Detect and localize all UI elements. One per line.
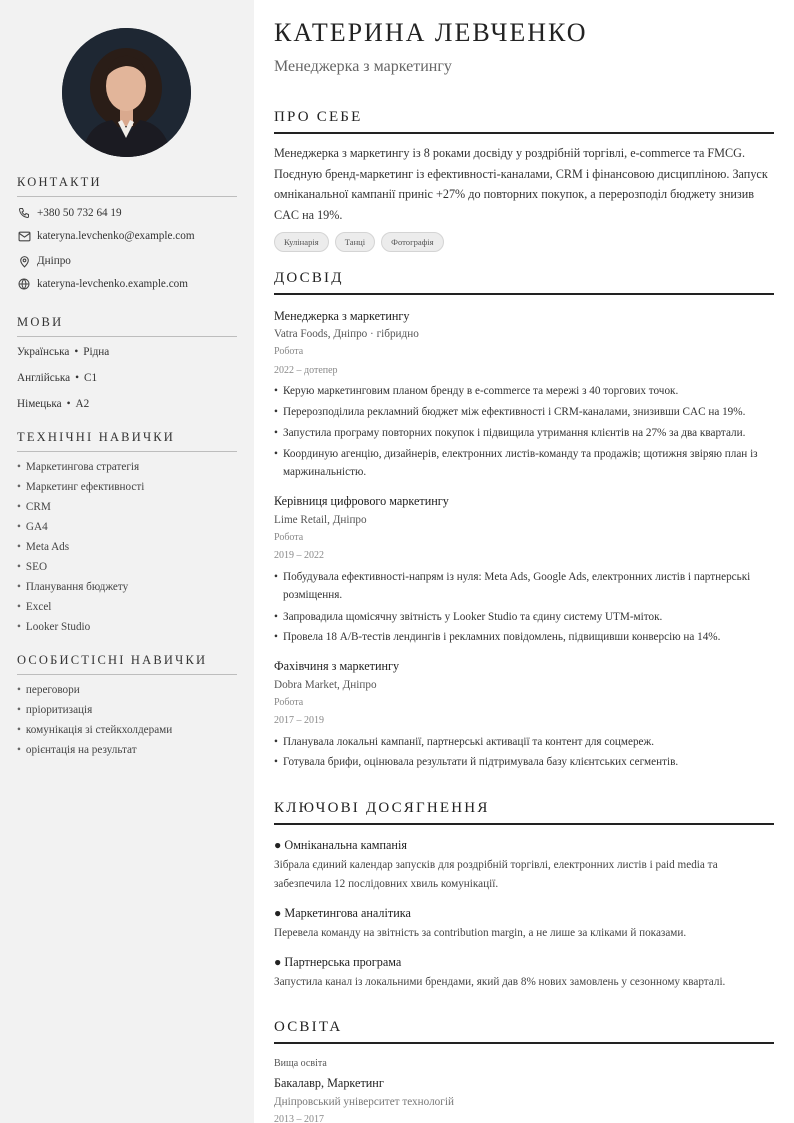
job-role: Менеджерка з маркетингу [274, 58, 452, 75]
job-bullet: • Керую маркетинговим планом бренду в e-commerce та мережі з 40 торгових точок. [274, 382, 774, 400]
job-bullet: • Запустила програму повторних покупок і підвищила утримання клієнтів на 27% за два квартали. [274, 424, 774, 442]
job-company: Vatra Foods, Дніпро · гібридно [274, 328, 419, 340]
interest-tags [274, 232, 444, 252]
tech-skill-item: • CRM [17, 501, 51, 513]
tech-skill-item: • Маркетинг ефективності [17, 481, 145, 493]
contact-email[interactable] [17, 229, 242, 243]
education-school: Дніпровський університет технологій [274, 1096, 454, 1108]
language-name: Німецька [17, 398, 62, 410]
job-title: Менеджерка з маркетингу [274, 309, 410, 323]
contact-email-text: kateryna.levchenko@example.com [37, 230, 195, 242]
tech-skill-item: • Excel [17, 601, 52, 613]
interest-tag: Фотографія [381, 232, 443, 252]
education-degree: Бакалавр, Маркетинг [274, 1076, 384, 1090]
about-text: Менеджерка з маркетингу із 8 роками досвіду у роздрібній торгівлі, e-commerce та FMCG. Поєдную бренд-маркетинг із ефективності-каналами, CRM і фінансовою дисципліною. Запуск омніканальної кампанії приніс +27% до повторних покупок, а перерозподіл бюджету знизив CAC на 19%. [274, 146, 768, 222]
soft-skill-item: • комунікація зі стейкхолдерами [17, 724, 173, 736]
job-bullet: • Готувала брифи, оцінювала результати й підтримувала базу клієнтських сегментів. [274, 753, 774, 771]
contact-website[interactable] [17, 277, 242, 291]
language-level: Рідна [83, 346, 110, 358]
language-item: Українська • Рідна [17, 346, 110, 358]
job-bullet: • Запровадила щомісячну звітність у Looker Studio та єдину систему UTM-міток. [274, 608, 774, 626]
mail-icon [17, 229, 31, 243]
job-dates: 2017 – 2019 [274, 715, 324, 726]
job-bullet: • Планувала локальні кампанії, партнерські активації та контент для соцмереж. [274, 733, 774, 751]
job-title: Фахівчиня з маркетингу [274, 659, 400, 673]
tech-skill-item: • Looker Studio [17, 621, 91, 633]
contact-website-text: kateryna-levchenko.example.com [37, 278, 188, 290]
achievement-title: ● Омніканальна кампанія [274, 838, 407, 852]
interest-tag: Кулінарія [274, 232, 329, 252]
interest-tag: Танці [335, 232, 375, 252]
job-bullet: • Провела 18 A/B-тестів лендингів і рекламних повідомлень, підвищивши конверсію на 14%. [274, 628, 774, 646]
language-name: Англійська [17, 372, 71, 384]
about-title: ПРО СЕБЕ [274, 109, 774, 134]
achievement-text: Зібрала єдиний календар запусків для роздрібній торгівлі, електронних листів і paid media та забезпечила 12 послідовних хвиль комунікації. [274, 859, 718, 890]
job-type: Робота [274, 346, 304, 357]
language-item: Англійська • C1 [17, 372, 98, 384]
language-level: A2 [75, 398, 90, 410]
contacts-title: КОНТАКТИ [17, 175, 237, 197]
job-company: Dobra Market, Дніпро [274, 679, 377, 691]
job-dates: 2022 – дотепер [274, 365, 338, 376]
job-dates: 2019 – 2022 [274, 550, 324, 561]
job-type: Робота [274, 697, 304, 708]
job-bullet: • Координую агенцію, дизайнерів, електронних листів-команду та продажів; щотижня звіряю план із маржинальністю. [274, 445, 774, 481]
tech-skill-item: • Meta Ads [17, 541, 70, 553]
job-bullet: • Перерозподілила рекламний бюджет між ефективності і CRM-каналами, знизивши CAC на 19%. [274, 403, 774, 421]
tech-skill-item: • Маркетингова стратегія [17, 461, 140, 473]
achievement-text: Запустила канал із локальними брендами, який дав 8% нових замовлень у сезонному кварталі. [274, 976, 726, 988]
tech-skill-item: • Планування бюджету [17, 581, 129, 593]
phone-icon [17, 206, 31, 220]
globe-icon [17, 277, 31, 291]
job-company: Lime Retail, Дніпро [274, 514, 367, 526]
soft-skill-item: • орієнтація на результат [17, 744, 137, 756]
education-dates: 2013 – 2017 [274, 1114, 324, 1123]
job-type: Робота [274, 532, 304, 543]
tech-skill-item: • SEO [17, 561, 48, 573]
contact-location-text: Дніпро [37, 255, 71, 267]
contact-phone[interactable] [17, 206, 242, 220]
education-title: ОСВІТА [274, 1019, 774, 1044]
contact-phone-text: +380 50 732 64 19 [37, 207, 122, 219]
contact-location [17, 254, 242, 268]
soft-skill-item: • переговори [17, 684, 80, 696]
location-icon [17, 254, 31, 268]
education-level: Вища освіта [274, 1058, 327, 1069]
job-bullet: • Побудувала ефективності-напрям із нуля: Meta Ads, Google Ads, електронних листів і партнерські розміщення. [274, 568, 774, 604]
tech-skill-item: • GA4 [17, 521, 48, 533]
job-title: Керівниця цифрового маркетингу [274, 494, 449, 508]
soft-skills-title: ОСОБИСТІСНІ НАВИЧКИ [17, 653, 237, 675]
profile-photo [62, 28, 191, 157]
tech-skills-title: ТЕХНІЧНІ НАВИЧКИ [17, 430, 237, 452]
achievements-title: КЛЮЧОВІ ДОСЯГНЕННЯ [274, 800, 774, 825]
language-name: Українська [17, 346, 70, 358]
language-item: Німецька • A2 [17, 398, 90, 410]
achievement-text: Перевела команду на звітність за contribution margin, а не лише за кліками й показами. [274, 927, 687, 939]
languages-title: МОВИ [17, 315, 237, 337]
portrait-image [62, 28, 191, 157]
soft-skill-item: • пріоритизація [17, 704, 93, 716]
experience-title: ДОСВІД [274, 270, 774, 295]
language-level: C1 [84, 372, 98, 384]
achievement-title: ● Маркетингова аналітика [274, 906, 411, 920]
achievement-title: ● Партнерська програма [274, 955, 402, 969]
person-name: КАТЕРИНА ЛЕВЧЕНКО [274, 18, 588, 47]
